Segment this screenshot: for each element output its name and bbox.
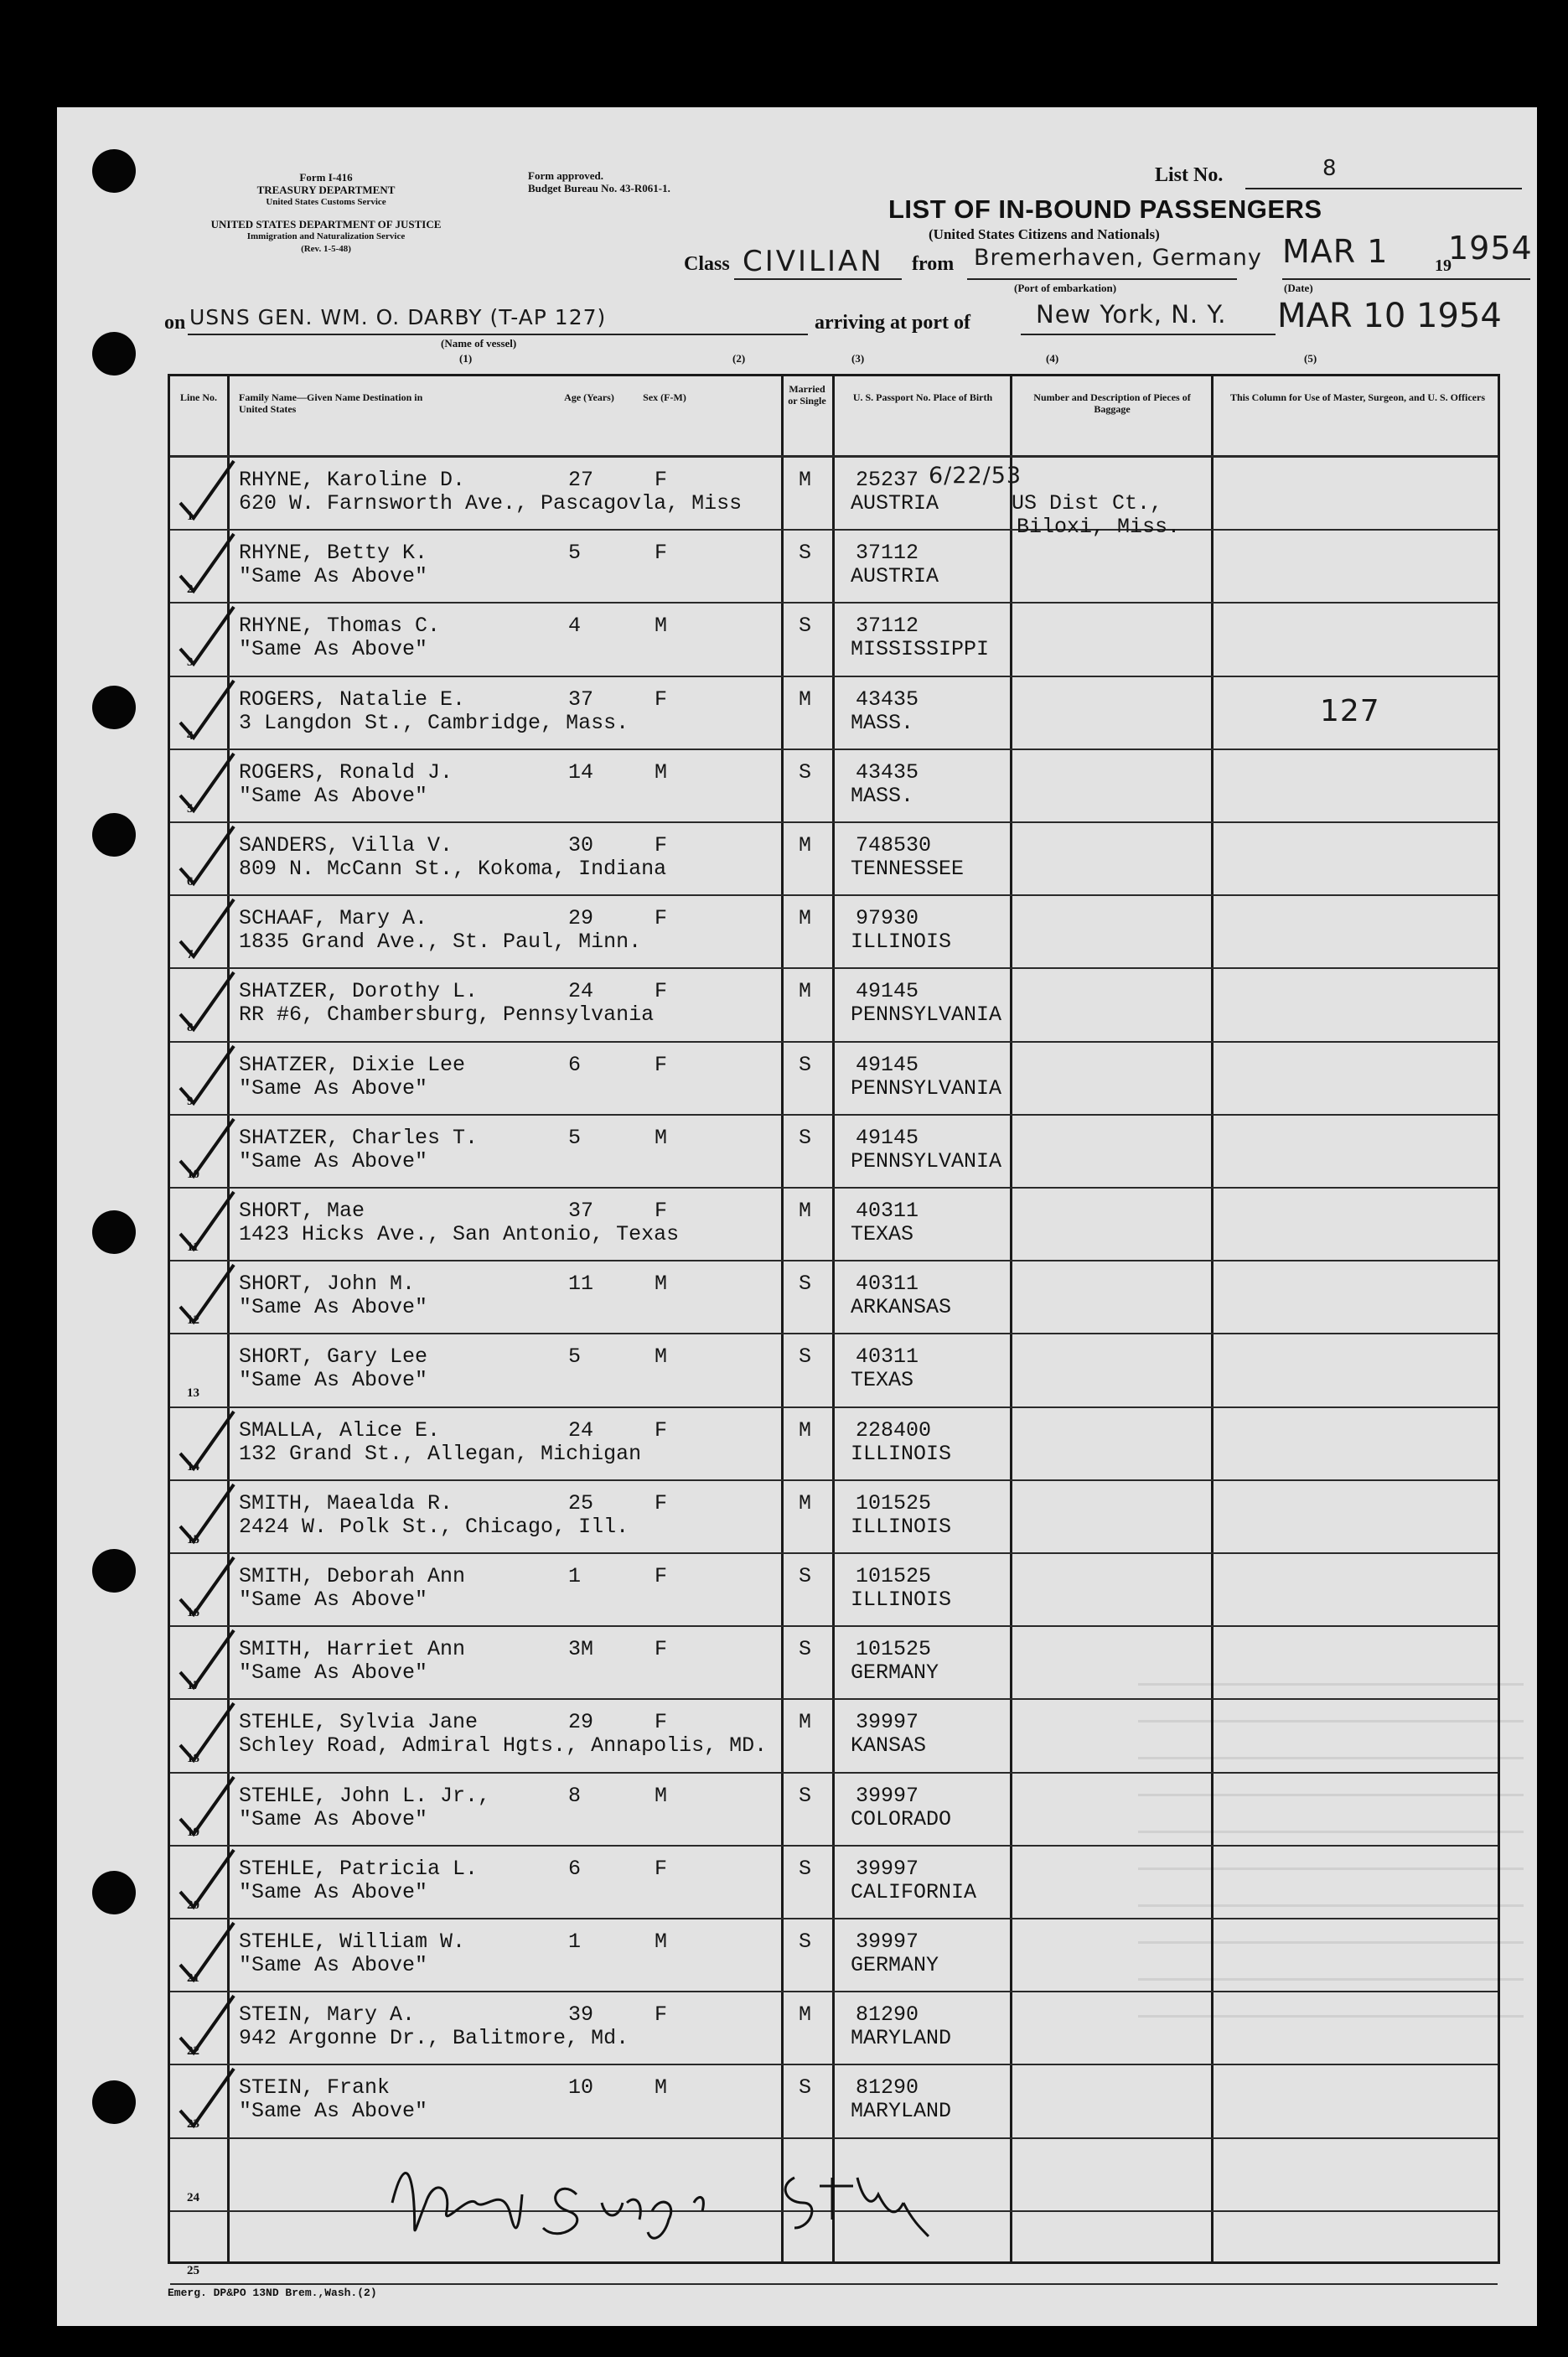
line-number: 3 — [187, 655, 194, 670]
age: 25 — [568, 1490, 594, 1515]
punch-hole — [92, 813, 136, 857]
sex: F — [655, 541, 668, 566]
destination: 942 Argonne Dr., Balitmore, Md. — [239, 2026, 629, 2051]
marital-status: S — [799, 1783, 812, 1808]
form-number: Form I-416 — [299, 171, 353, 184]
age: 11 — [568, 1272, 594, 1297]
destination: 620 W. Farnsworth Ave., Pascagovla, Miss — [239, 491, 743, 515]
vessel-name: USNS GEN. WM. O. DARBY (T-AP 127) — [189, 305, 607, 329]
destination: 1423 Hicks Ave., San Antonio, Texas — [239, 1222, 680, 1246]
marital-status: M — [799, 979, 812, 1004]
sex: F — [655, 468, 668, 492]
punch-hole — [92, 2080, 136, 2124]
arriving-label: arriving at port of — [815, 312, 970, 334]
col-num-1: (1) — [459, 352, 473, 365]
place-of-birth: PENNSYLVANIA — [851, 1148, 1002, 1173]
list-no-label: List No. — [1155, 164, 1224, 186]
arrival-date: MAR 10 1954 — [1277, 297, 1502, 335]
age: 6 — [568, 1052, 582, 1077]
destination: 1835 Grand Ave., St. Paul, Minn. — [239, 930, 642, 955]
passport-number: 39997 — [856, 1710, 919, 1735]
destination: "Same As Above" — [239, 564, 428, 589]
check-mark-icon — [168, 1038, 244, 1113]
destination: Schley Road, Admiral Hgts., Annapolis, MD. — [239, 1733, 768, 1759]
check-mark-icon — [168, 745, 244, 821]
line-number: 18 — [187, 1752, 199, 1766]
marital-status: S — [799, 1272, 812, 1297]
line-number: 1 — [187, 510, 194, 523]
place-of-birth: TEXAS — [851, 1222, 914, 1246]
class-label: Class — [684, 253, 730, 275]
approval-block — [528, 169, 670, 194]
passport-number: 101525 — [856, 1564, 932, 1588]
table-row — [170, 750, 1498, 823]
line-number: 23 — [187, 2117, 199, 2132]
age: 8 — [568, 1783, 582, 1808]
form-approved: Form approved. — [528, 169, 604, 182]
sex: M — [655, 759, 668, 785]
col-num-5: (5) — [1304, 352, 1317, 365]
list-no-value: 8 — [1322, 156, 1338, 181]
line-number: 14 — [187, 1459, 199, 1474]
line-number: 5 — [187, 801, 194, 816]
passport-number: 81290 — [856, 2002, 919, 2028]
marital-status: S — [799, 1930, 812, 1954]
age: 4 — [568, 614, 582, 639]
sex: F — [655, 1199, 668, 1223]
sex: M — [655, 2075, 668, 2101]
col-header-age: Age (Years) — [564, 391, 614, 403]
sex: F — [655, 1637, 668, 1662]
destination: "Same As Above" — [239, 1879, 428, 1904]
sex: F — [655, 1052, 668, 1077]
vessel-line — [188, 334, 808, 335]
marital-status: S — [799, 614, 812, 639]
marital-status: S — [799, 1564, 812, 1588]
line-number: 13 — [187, 1386, 199, 1401]
passenger-name: SHORT, Mae — [239, 1199, 365, 1223]
passport-number: 101525 — [856, 1490, 932, 1515]
table-row — [170, 896, 1498, 969]
class-line — [734, 278, 902, 280]
sex: F — [655, 1564, 668, 1588]
line-number: 22 — [187, 2044, 199, 2059]
port-embark-caption: (Port of embarkation) — [1014, 282, 1117, 294]
passenger-name: SHORT, John M. — [239, 1272, 416, 1297]
age: 5 — [568, 541, 582, 566]
destination: "Same As Above" — [239, 637, 428, 662]
on-label: on — [164, 312, 186, 334]
passenger-name: STEHLE, William W. — [239, 1930, 466, 1954]
col-header-married: Married or Single — [788, 383, 826, 407]
passenger-name: SHORT, Gary Lee — [239, 1344, 428, 1370]
place-of-birth: CALIFORNIA — [851, 1879, 977, 1904]
sex: F — [655, 2002, 668, 2028]
passport-number: 101525 — [856, 1637, 932, 1662]
place-of-birth: GERMANY — [851, 1953, 939, 1977]
check-mark-icon — [168, 1549, 244, 1624]
destination: "Same As Above" — [239, 1660, 428, 1686]
place-of-birth: ARKANSAS — [851, 1295, 952, 1320]
passenger-name: SHATZER, Charles T. — [239, 1125, 479, 1150]
page-subtitle: (United States Citizens and Nationals) — [929, 226, 1160, 242]
destination: 2424 W. Polk St., Chicago, Ill. — [239, 1514, 629, 1539]
sex: F — [655, 833, 668, 857]
arrival-port: New York, N. Y. — [1036, 300, 1227, 329]
passenger-name: SMITH, Deborah Ann — [239, 1564, 466, 1588]
passenger-name: SMALLA, Alice E. — [239, 1417, 441, 1443]
place-of-birth: MARYLAND — [851, 2099, 952, 2124]
passenger-name: SHATZER, Dixie Lee — [239, 1052, 466, 1077]
table-row — [170, 1408, 1498, 1481]
check-mark-icon — [168, 672, 244, 748]
line-number: 16 — [187, 1606, 199, 1619]
form-info-block — [230, 171, 422, 209]
passport-number: 39997 — [856, 1930, 919, 1954]
line-number: 21 — [187, 1971, 199, 1985]
col-header-baggage: Number and Description of Pieces of Baggage — [1033, 391, 1191, 415]
punch-hole — [92, 686, 136, 729]
passport-number: 49145 — [856, 979, 919, 1004]
date-prefix: 19 — [1435, 256, 1452, 275]
line-number: 4 — [187, 728, 194, 743]
document-sheet — [57, 107, 1537, 2326]
line-number: 7 — [187, 948, 194, 962]
age: 37 — [568, 686, 594, 712]
line-number: 12 — [187, 1313, 199, 1328]
col-num-3: (3) — [851, 352, 865, 365]
sex: M — [655, 1930, 668, 1954]
check-mark-icon — [168, 1476, 244, 1551]
justice-block — [163, 218, 489, 256]
place-of-birth: AUSTRIA — [851, 564, 939, 589]
marital-status: S — [799, 1125, 812, 1150]
line-number: 25 — [187, 2263, 199, 2277]
check-mark-icon — [168, 598, 244, 674]
baggage-note-2: Biloxi, Miss. — [1017, 515, 1181, 539]
marital-status: S — [799, 1856, 812, 1881]
age: 1 — [568, 1564, 582, 1588]
passenger-name: ROGERS, Ronald J. — [239, 759, 453, 785]
customs-service: United States Customs Service — [266, 197, 386, 207]
passenger-name: RHYNE, Thomas C. — [239, 614, 441, 639]
destination: RR #6, Chambersburg, Pennsylvania — [239, 1002, 655, 1028]
check-mark-icon — [168, 818, 244, 894]
departure-date: MAR 1 — [1282, 233, 1389, 270]
table-row — [170, 531, 1498, 603]
sex: F — [655, 686, 668, 712]
sex: M — [655, 1344, 668, 1370]
place-of-birth: MASS. — [851, 710, 914, 735]
passenger-name: STEIN, Mary A. — [239, 2002, 416, 2028]
sex: M — [655, 614, 668, 639]
passenger-name: SCHAAF, Mary A. — [239, 906, 428, 931]
passenger-name: STEHLE, Sylvia Jane — [239, 1710, 479, 1735]
passport-number: 39997 — [856, 1783, 919, 1808]
sex: M — [655, 1783, 668, 1808]
marital-status: M — [799, 468, 812, 492]
place-of-birth: KANSAS — [851, 1733, 927, 1759]
line-number: 17 — [187, 1679, 199, 1693]
line-number: 24 — [187, 2190, 199, 2204]
table-row — [170, 1261, 1498, 1334]
check-mark-icon — [168, 2060, 244, 2136]
passport-number: 97930 — [856, 906, 919, 931]
destination: "Same As Above" — [239, 1148, 428, 1173]
age: 27 — [568, 468, 594, 492]
age: 29 — [568, 906, 594, 931]
arrival-port-line — [1021, 334, 1276, 335]
destination: "Same As Above" — [239, 1806, 428, 1831]
justice-department: UNITED STATES DEPARTMENT OF JUSTICE — [210, 218, 442, 231]
check-mark-icon — [168, 1914, 244, 1990]
line-number: 15 — [187, 1532, 199, 1546]
table-row — [170, 1043, 1498, 1116]
marital-status: M — [799, 1199, 812, 1223]
check-mark-icon — [168, 526, 244, 601]
line-number: 19 — [187, 1825, 199, 1839]
passport-number: 40311 — [856, 1199, 919, 1223]
passport-number: 748530 — [856, 833, 932, 857]
sex: F — [655, 1856, 668, 1881]
passport-number: 228400 — [856, 1417, 932, 1443]
marital-status: S — [799, 759, 812, 785]
passport-number: 43435 — [856, 686, 919, 712]
officer-note: 127 — [1320, 693, 1380, 728]
passport-number: 49145 — [856, 1125, 919, 1150]
table-row — [170, 603, 1498, 676]
inspector-signature — [375, 2144, 1046, 2261]
passenger-name: SANDERS, Villa V. — [239, 833, 453, 857]
marital-status: S — [799, 1637, 812, 1662]
passport-number: 37112 — [856, 614, 919, 639]
destination: 132 Grand St., Allegan, Michigan — [239, 1441, 642, 1466]
table-row — [170, 677, 1498, 750]
destination: "Same As Above" — [239, 1588, 428, 1612]
table-row — [170, 1334, 1498, 1407]
check-mark-icon — [168, 453, 244, 528]
passport-number: 39997 — [856, 1856, 919, 1881]
table-row — [170, 1189, 1498, 1261]
age: 37 — [568, 1199, 594, 1223]
passenger-name: STEHLE, John L. Jr., — [239, 1783, 491, 1808]
sex: F — [655, 906, 668, 931]
vessel-caption: (Name of vessel) — [441, 337, 517, 350]
table-row — [170, 1554, 1498, 1627]
passenger-name: STEIN, Frank — [239, 2075, 391, 2101]
passport-date: 6/22/53 — [929, 463, 1022, 489]
revision: (Rev. 1-5-48) — [301, 244, 351, 254]
destination: 809 N. McCann St., Kokoma, Indiana — [239, 857, 667, 881]
from-line — [967, 278, 1237, 280]
marital-status: S — [799, 541, 812, 566]
check-mark-icon — [168, 1256, 244, 1332]
destination: 3 Langdon St., Cambridge, Mass. — [239, 710, 629, 735]
place-of-birth: ILLINOIS — [851, 930, 952, 955]
sex: F — [655, 1710, 668, 1735]
table-row — [170, 2065, 1498, 2138]
marital-status: M — [799, 1710, 812, 1735]
destination: "Same As Above" — [239, 1953, 428, 1977]
passport-number: 49145 — [856, 1052, 919, 1077]
passport-number: 25237 — [856, 468, 919, 492]
line-number: 6 — [187, 875, 194, 888]
age: 6 — [568, 1856, 582, 1881]
baggage-note: US Dist Ct., — [1012, 491, 1163, 515]
destination: "Same As Above" — [239, 1295, 428, 1320]
from-value: Bremerhaven, Germany — [974, 245, 1262, 271]
place-of-birth: PENNSYLVANIA — [851, 1002, 1002, 1028]
destination: "Same As Above" — [239, 1075, 428, 1101]
check-mark-icon — [168, 1184, 244, 1259]
date-line — [1282, 278, 1530, 280]
age: 24 — [568, 1417, 594, 1443]
col-header-passport: U. S. Passport No. Place of Birth — [852, 391, 993, 403]
marital-status: M — [799, 1490, 812, 1515]
treasury-department: TREASURY DEPARTMENT — [256, 184, 396, 196]
col-header-line: Line No. — [179, 391, 217, 403]
class-value: CIVILIAN — [743, 245, 884, 278]
footer-print-code: Emerg. DP&PO 13ND Brem.,Wash.(2) — [168, 2287, 377, 2299]
marital-status: S — [799, 1052, 812, 1077]
punch-hole — [92, 332, 136, 376]
passenger-name: SMITH, Maealda R. — [239, 1490, 453, 1515]
passenger-name: SMITH, Harriet Ann — [239, 1637, 466, 1662]
place-of-birth: TEXAS — [851, 1368, 914, 1393]
destination: "Same As Above" — [239, 783, 428, 808]
check-mark-icon — [168, 1111, 244, 1186]
age: 10 — [568, 2075, 594, 2101]
table-row — [170, 458, 1498, 539]
marital-status: S — [799, 1344, 812, 1370]
marital-status: S — [799, 2075, 812, 2101]
table-row — [170, 1481, 1498, 1554]
ins-service: Immigration and Naturalization Service — [246, 231, 406, 241]
age: 3M — [568, 1637, 594, 1662]
place-of-birth: MISSISSIPPI — [851, 637, 990, 662]
line-number: 10 — [187, 1167, 199, 1181]
place-of-birth: ILLINOIS — [851, 1441, 952, 1466]
table-row — [170, 823, 1498, 896]
passenger-name: STEHLE, Patricia L. — [239, 1856, 479, 1881]
table-row — [170, 1116, 1498, 1189]
budget-bureau: Budget Bureau No. 43-R061-1. — [528, 182, 670, 194]
col-num-2: (2) — [732, 352, 746, 365]
place-of-birth: PENNSYLVANIA — [851, 1075, 1002, 1101]
passport-number: 40311 — [856, 1344, 919, 1370]
list-no-line — [1245, 188, 1522, 189]
passenger-name: ROGERS, Natalie E. — [239, 686, 466, 712]
punch-hole — [92, 1549, 136, 1593]
age: 39 — [568, 2002, 594, 2028]
check-mark-icon — [168, 1622, 244, 1697]
line-number: 20 — [187, 1898, 199, 1912]
passenger-name: RHYNE, Karoline D. — [239, 468, 466, 492]
place-of-birth: AUSTRIA — [851, 491, 939, 515]
check-mark-icon — [168, 1695, 244, 1770]
place-of-birth: MARYLAND — [851, 2026, 952, 2051]
line-number: 9 — [187, 1094, 194, 1108]
sex: F — [655, 1417, 668, 1443]
age: 14 — [568, 759, 594, 785]
line-number: 2 — [187, 583, 194, 597]
bleed-through-text — [1138, 1683, 1524, 2018]
col-num-4: (4) — [1046, 352, 1059, 365]
check-mark-icon — [168, 891, 244, 966]
sex: M — [655, 1272, 668, 1297]
age: 1 — [568, 1930, 582, 1954]
marital-status: M — [799, 686, 812, 712]
age: 30 — [568, 833, 594, 857]
sex: F — [655, 1490, 668, 1515]
age: 5 — [568, 1125, 582, 1150]
punch-hole — [92, 149, 136, 193]
marital-status: M — [799, 833, 812, 857]
place-of-birth: GERMANY — [851, 1660, 939, 1686]
marital-status: M — [799, 1417, 812, 1443]
place-of-birth: ILLINOIS — [851, 1588, 952, 1612]
passport-number: 43435 — [856, 759, 919, 785]
col-header-sex: Sex (F-M) — [643, 391, 686, 403]
line-number: 11 — [187, 1241, 199, 1254]
passport-number: 37112 — [856, 541, 919, 566]
sex: M — [655, 1125, 668, 1150]
passport-number: 81290 — [856, 2075, 919, 2101]
line-number: 8 — [187, 1021, 194, 1035]
destination: "Same As Above" — [239, 1368, 428, 1393]
punch-hole — [92, 1210, 136, 1254]
passport-number: 40311 — [856, 1272, 919, 1297]
passenger-name: SHATZER, Dorothy L. — [239, 979, 479, 1004]
check-mark-icon — [168, 1403, 244, 1479]
check-mark-icon — [168, 1987, 244, 2063]
place-of-birth: MASS. — [851, 783, 914, 808]
age: 24 — [568, 979, 594, 1004]
col-header-officers: This Column for Use of Master, Surgeon, and U. S. Officers — [1229, 391, 1485, 403]
from-label: from — [912, 253, 955, 275]
age: 29 — [568, 1710, 594, 1735]
marital-status: M — [799, 906, 812, 931]
col-header-name: Family Name—Given Name Destination in United States — [239, 391, 423, 415]
check-mark-icon — [168, 1769, 244, 1844]
destination: "Same As Above" — [239, 2099, 428, 2124]
place-of-birth: ILLINOIS — [851, 1514, 952, 1539]
check-mark-icon — [168, 1842, 244, 1917]
punch-hole — [92, 1871, 136, 1914]
date-caption: (Date) — [1284, 282, 1313, 294]
check-mark-icon — [168, 964, 244, 1039]
sex: F — [655, 979, 668, 1004]
place-of-birth: COLORADO — [851, 1806, 952, 1831]
age: 5 — [568, 1344, 582, 1370]
departure-year: 1954 — [1448, 230, 1533, 267]
place-of-birth: TENNESSEE — [851, 857, 965, 881]
page-title: LIST OF IN-BOUND PASSENGERS — [888, 194, 1322, 224]
marital-status: M — [799, 2002, 812, 2028]
passenger-name: RHYNE, Betty K. — [239, 541, 428, 566]
table-row — [170, 969, 1498, 1042]
